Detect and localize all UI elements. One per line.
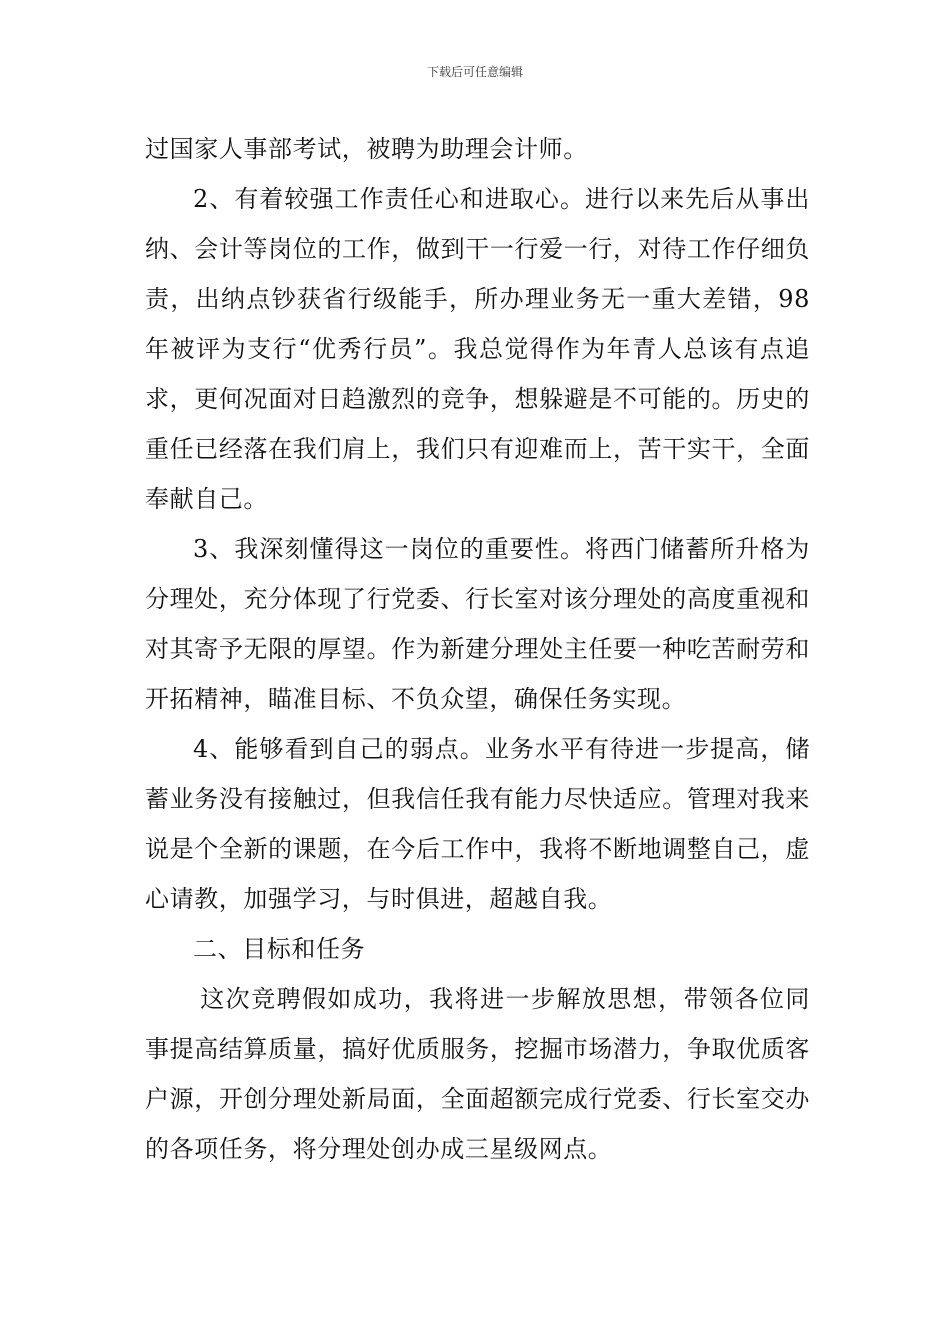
document-body [145,124,810,1174]
section-heading-goals: 二、目标和任务 [193,935,366,963]
paragraph-point-3: 3、我深刻懂得这一岗位的重要性。将西门储蓄所升格为分理处，充分体现了行党委、行长室对该分理处的高度重视和对其寄予无限的厚望。作为新建分理处主任要一种吃苦耐劳和开拓精神，瞄准目标、不负众望，确保任务实现。 [145,535,810,713]
paragraph-goals: 这次竞聘假如成功，我将进一步解放思想，带领各位同事提高结算质量，搞好优质服务，挖掘市场潜力，争取优质客户源，开创分理处新局面，全面超额完成行党委、行长室交办的各项任务，将分理处创办成三星级网点。 [145,985,810,1163]
paragraph-point-2: 2、有着较强工作责任心和进取心。进行以来先后从事出纳、会计等岗位的工作，做到干一行爱一行，对待工作仔细负责，出纳点钞获省行级能手，所办理业务无一重大差错，98年被评为支行“优秀行员”。我总觉得作为年青人总该有点追求，更何况面对日趋激烈的竞争，想躲避是不可能的。历史的重任已经落在我们肩上，我们只有迎难而上，苦干实干，全面奉献自己。 [145,185,810,513]
paragraph-point-4: 4、能够看到自己的弱点。业务水平有待进一步提高，储蓄业务没有接触过，但我信任我有能力尽快适应。管理对我来说是个全新的课题，在今后工作中，我将不断地调整自己，虚心请教，加强学习，与时俱进，超越自我。 [145,735,810,913]
paragraph-continuation: 过国家人事部考试，被聘为助理会计师。 [145,135,588,163]
page-header: 下载后可任意编辑 [426,65,523,79]
